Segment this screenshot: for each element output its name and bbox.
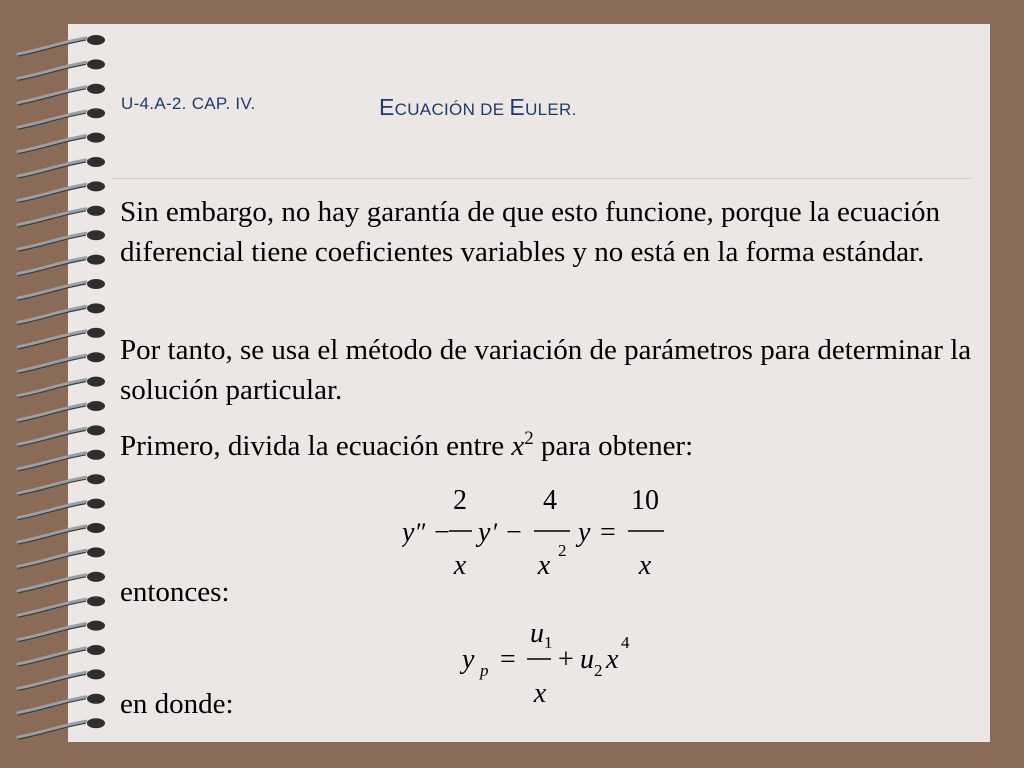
paragraph-method: Por tanto, se usa el método de variación de parámetros para determinar la solución particular.	[120, 334, 972, 406]
spiral-wire	[18, 428, 86, 444]
spiral-hole	[87, 59, 105, 69]
spiral-wire-shadow	[18, 64, 86, 80]
equation-particular-solution	[454, 614, 664, 710]
spiral-wire-shadow	[18, 650, 86, 666]
spiral-wire	[18, 550, 86, 566]
spiral-wire-shadow	[18, 138, 86, 154]
spiral-wire-shadow	[18, 40, 86, 56]
spiral-wire	[18, 184, 86, 200]
spiral-wire	[18, 111, 86, 127]
eq2-u2: u	[580, 644, 594, 675]
spiral-hole	[87, 596, 105, 606]
spiral-hole	[87, 84, 105, 94]
spiral-binding	[0, 0, 115, 768]
spiral-hole	[87, 35, 105, 45]
spiral-wire	[18, 233, 86, 249]
spiral-hole	[87, 669, 105, 679]
eq2-exp-4: 4	[621, 633, 630, 652]
spiral-hole	[87, 157, 105, 167]
spiral-wire	[18, 721, 86, 737]
spiral-hole	[87, 572, 105, 582]
spiral-wire	[18, 209, 86, 225]
eq1-minus-1: −	[434, 517, 450, 548]
spiral-hole	[87, 474, 105, 484]
spiral-wire	[18, 380, 86, 396]
spiral-hole	[87, 255, 105, 265]
eq1-den-x-2: x	[537, 550, 551, 580]
eq1-exp-2: 2	[558, 541, 567, 560]
spiral-wire-shadow	[18, 113, 86, 129]
label-then: entonces:	[120, 576, 230, 608]
spiral-wire	[18, 258, 86, 274]
eq1-y: y	[402, 517, 415, 548]
spiral-hole	[87, 230, 105, 240]
spiral-wire	[18, 477, 86, 493]
spiral-wire	[18, 282, 86, 298]
eq1-equals: =	[600, 517, 616, 548]
eq1-den-x-1: x	[453, 550, 467, 580]
spiral-wire-shadow	[18, 89, 86, 105]
spiral-hole	[87, 328, 105, 338]
spiral-wire-shadow	[18, 601, 86, 617]
spiral-wire-shadow	[18, 699, 86, 715]
spiral-wire	[18, 697, 86, 713]
paragraph-divide: Primero, divida la ecuación entre $x^2$ para obtener:	[120, 428, 694, 462]
spiral-hole	[87, 377, 105, 387]
spiral-wire-shadow	[18, 186, 86, 202]
spiral-wire-shadow	[18, 211, 86, 227]
spiral-wire	[18, 306, 86, 322]
spiral-wire-shadow	[18, 479, 86, 495]
spiral-wire-shadow	[18, 235, 86, 251]
spiral-hole	[87, 108, 105, 118]
spiral-wire-shadow	[18, 504, 86, 520]
eq1-num-2: 2	[453, 485, 467, 516]
eq1-den-x-3: x	[638, 550, 652, 580]
eq2-equals: =	[500, 644, 516, 675]
spiral-hole	[87, 352, 105, 362]
equation-normalized-ode	[402, 484, 677, 580]
spiral-hole	[87, 303, 105, 313]
spiral-hole	[87, 621, 105, 631]
spiral-wire-shadow	[18, 430, 86, 446]
eq2-sub-1: 1	[544, 633, 553, 652]
spiral-hole	[87, 206, 105, 216]
spiral-wire-shadow	[18, 626, 86, 642]
spiral-wire	[18, 648, 86, 664]
eq2-x: x	[606, 644, 619, 675]
spiral-wire	[18, 160, 86, 176]
eq2-u1: u	[530, 618, 544, 649]
spiral-wire-shadow	[18, 284, 86, 300]
spiral-wire-shadow	[18, 406, 86, 422]
eq1-minus-2: −	[506, 517, 522, 548]
eq1-double-prime: ″	[416, 518, 427, 547]
spiral-wire	[18, 672, 86, 688]
eq2-y: y	[462, 644, 475, 675]
spiral-wire	[18, 526, 86, 542]
spiral-hole	[87, 279, 105, 289]
eq1-y-3: y	[578, 517, 591, 548]
spiral-hole	[87, 718, 105, 728]
spiral-wire	[18, 331, 86, 347]
spiral-wire	[18, 62, 86, 78]
spiral-wire-shadow	[18, 308, 86, 324]
spiral-wire-shadow	[18, 455, 86, 471]
spiral-hole	[87, 523, 105, 533]
eq1-num-10: 10	[631, 485, 659, 516]
spiral-wire	[18, 38, 86, 54]
spiral-wire-shadow	[18, 552, 86, 568]
spiral-hole	[87, 547, 105, 557]
eq2-sub-p: p	[480, 661, 489, 680]
paragraph-warning: Sin embargo, no hay garantía de que esto funcione, porque la ecuación diferencial tiene coeficientes variables y no está en la forma estándar.	[120, 196, 941, 268]
spiral-hole	[87, 425, 105, 435]
spiral-hole	[87, 694, 105, 704]
spiral-wire-shadow	[18, 162, 86, 178]
eq2-den-x: x	[533, 678, 547, 709]
spiral-wire	[18, 87, 86, 103]
spiral-wire	[18, 136, 86, 152]
section-title: ECUACIÓN DE EULER.	[379, 94, 577, 120]
spiral-hole	[87, 645, 105, 655]
eq2-plus: +	[558, 644, 574, 675]
spiral-wire	[18, 599, 86, 615]
spiral-wire-shadow	[18, 674, 86, 690]
spiral-wire-shadow	[18, 528, 86, 544]
spiral-wire	[18, 502, 86, 518]
spiral-wire-shadow	[18, 723, 86, 739]
spiral-wire-shadow	[18, 577, 86, 593]
spiral-wire	[18, 453, 86, 469]
spiral-wire-shadow	[18, 382, 86, 398]
spiral-wire	[18, 575, 86, 591]
spiral-wire-shadow	[18, 333, 86, 349]
spiral-wire	[18, 624, 86, 640]
eq1-y-2: y	[478, 517, 491, 548]
spiral-hole	[87, 133, 105, 143]
spiral-hole	[87, 181, 105, 191]
header-divider	[112, 178, 972, 179]
spiral-wire	[18, 355, 86, 371]
spiral-hole	[87, 401, 105, 411]
eq2-sub-2: 2	[594, 661, 603, 680]
spiral-wire-shadow	[18, 260, 86, 276]
label-where: en donde:	[120, 688, 234, 720]
spiral-wire-shadow	[18, 357, 86, 373]
eq1-prime: ′	[493, 518, 499, 547]
chapter-heading: U-4.A-2. CAP. IV.	[121, 94, 256, 113]
spiral-hole	[87, 499, 105, 509]
spiral-hole	[87, 450, 105, 460]
spiral-wire	[18, 404, 86, 420]
eq1-num-4: 4	[543, 485, 557, 516]
